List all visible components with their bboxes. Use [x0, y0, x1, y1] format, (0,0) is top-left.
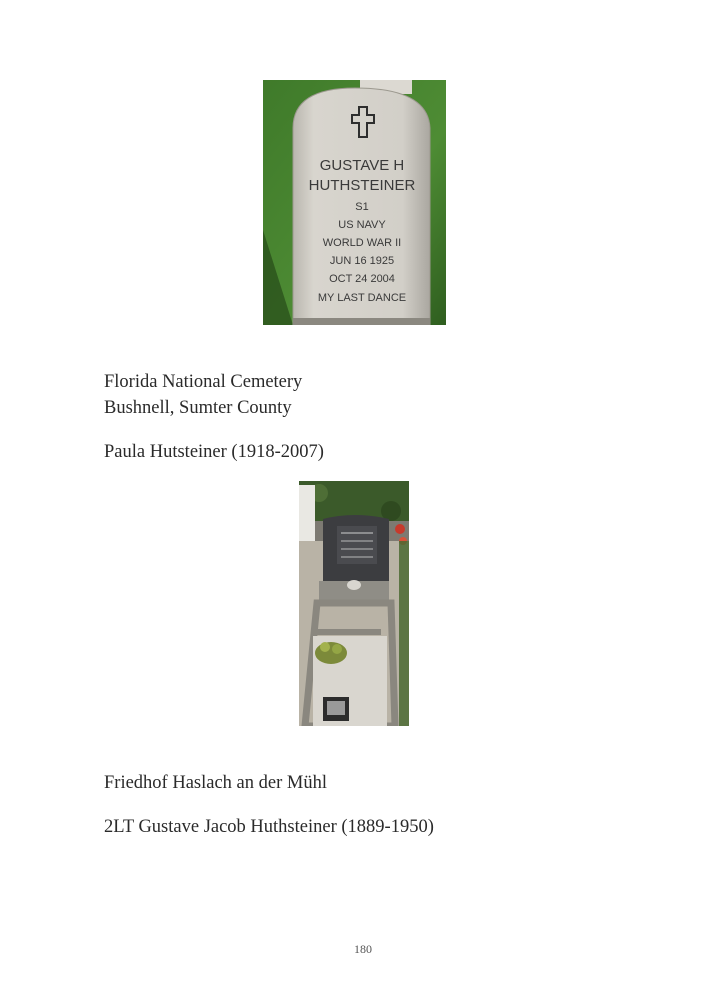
headstone-photo-gustave-h — [263, 80, 446, 325]
cemetery-place: Bushnell, Sumter County — [104, 398, 292, 418]
inscription-line-2: HUTHSTEINER — [308, 177, 416, 194]
latin-cross-icon — [352, 107, 374, 137]
inscription-line-4: US NAVY — [338, 219, 386, 231]
inscription-line-6: JUN 16 1925 — [329, 255, 395, 267]
inscription-line-1: GUSTAVE H — [319, 157, 405, 174]
person-name-gustave-jacob: 2LT Gustave Jacob Huthsteiner (1889-1950) — [104, 817, 434, 837]
inscription-line-7: OCT 24 2004 — [329, 273, 395, 285]
page-number: 180 — [354, 942, 372, 956]
inscription-line-8: MY LAST DANCE — [317, 292, 407, 304]
caption-friedhof-location: Friedhof Haslach an der Mühl — [104, 773, 327, 793]
cemetery-name: Florida National Cemetery — [104, 372, 303, 392]
inscription-line-3: S1 — [355, 201, 369, 213]
grave-photo-paula — [299, 481, 409, 726]
inscription-line-5: WORLD WAR II — [322, 237, 402, 249]
person-name-paula: Paula Hutsteiner (1918-2007) — [104, 442, 324, 462]
caption-cemetery-location — [104, 369, 302, 421]
